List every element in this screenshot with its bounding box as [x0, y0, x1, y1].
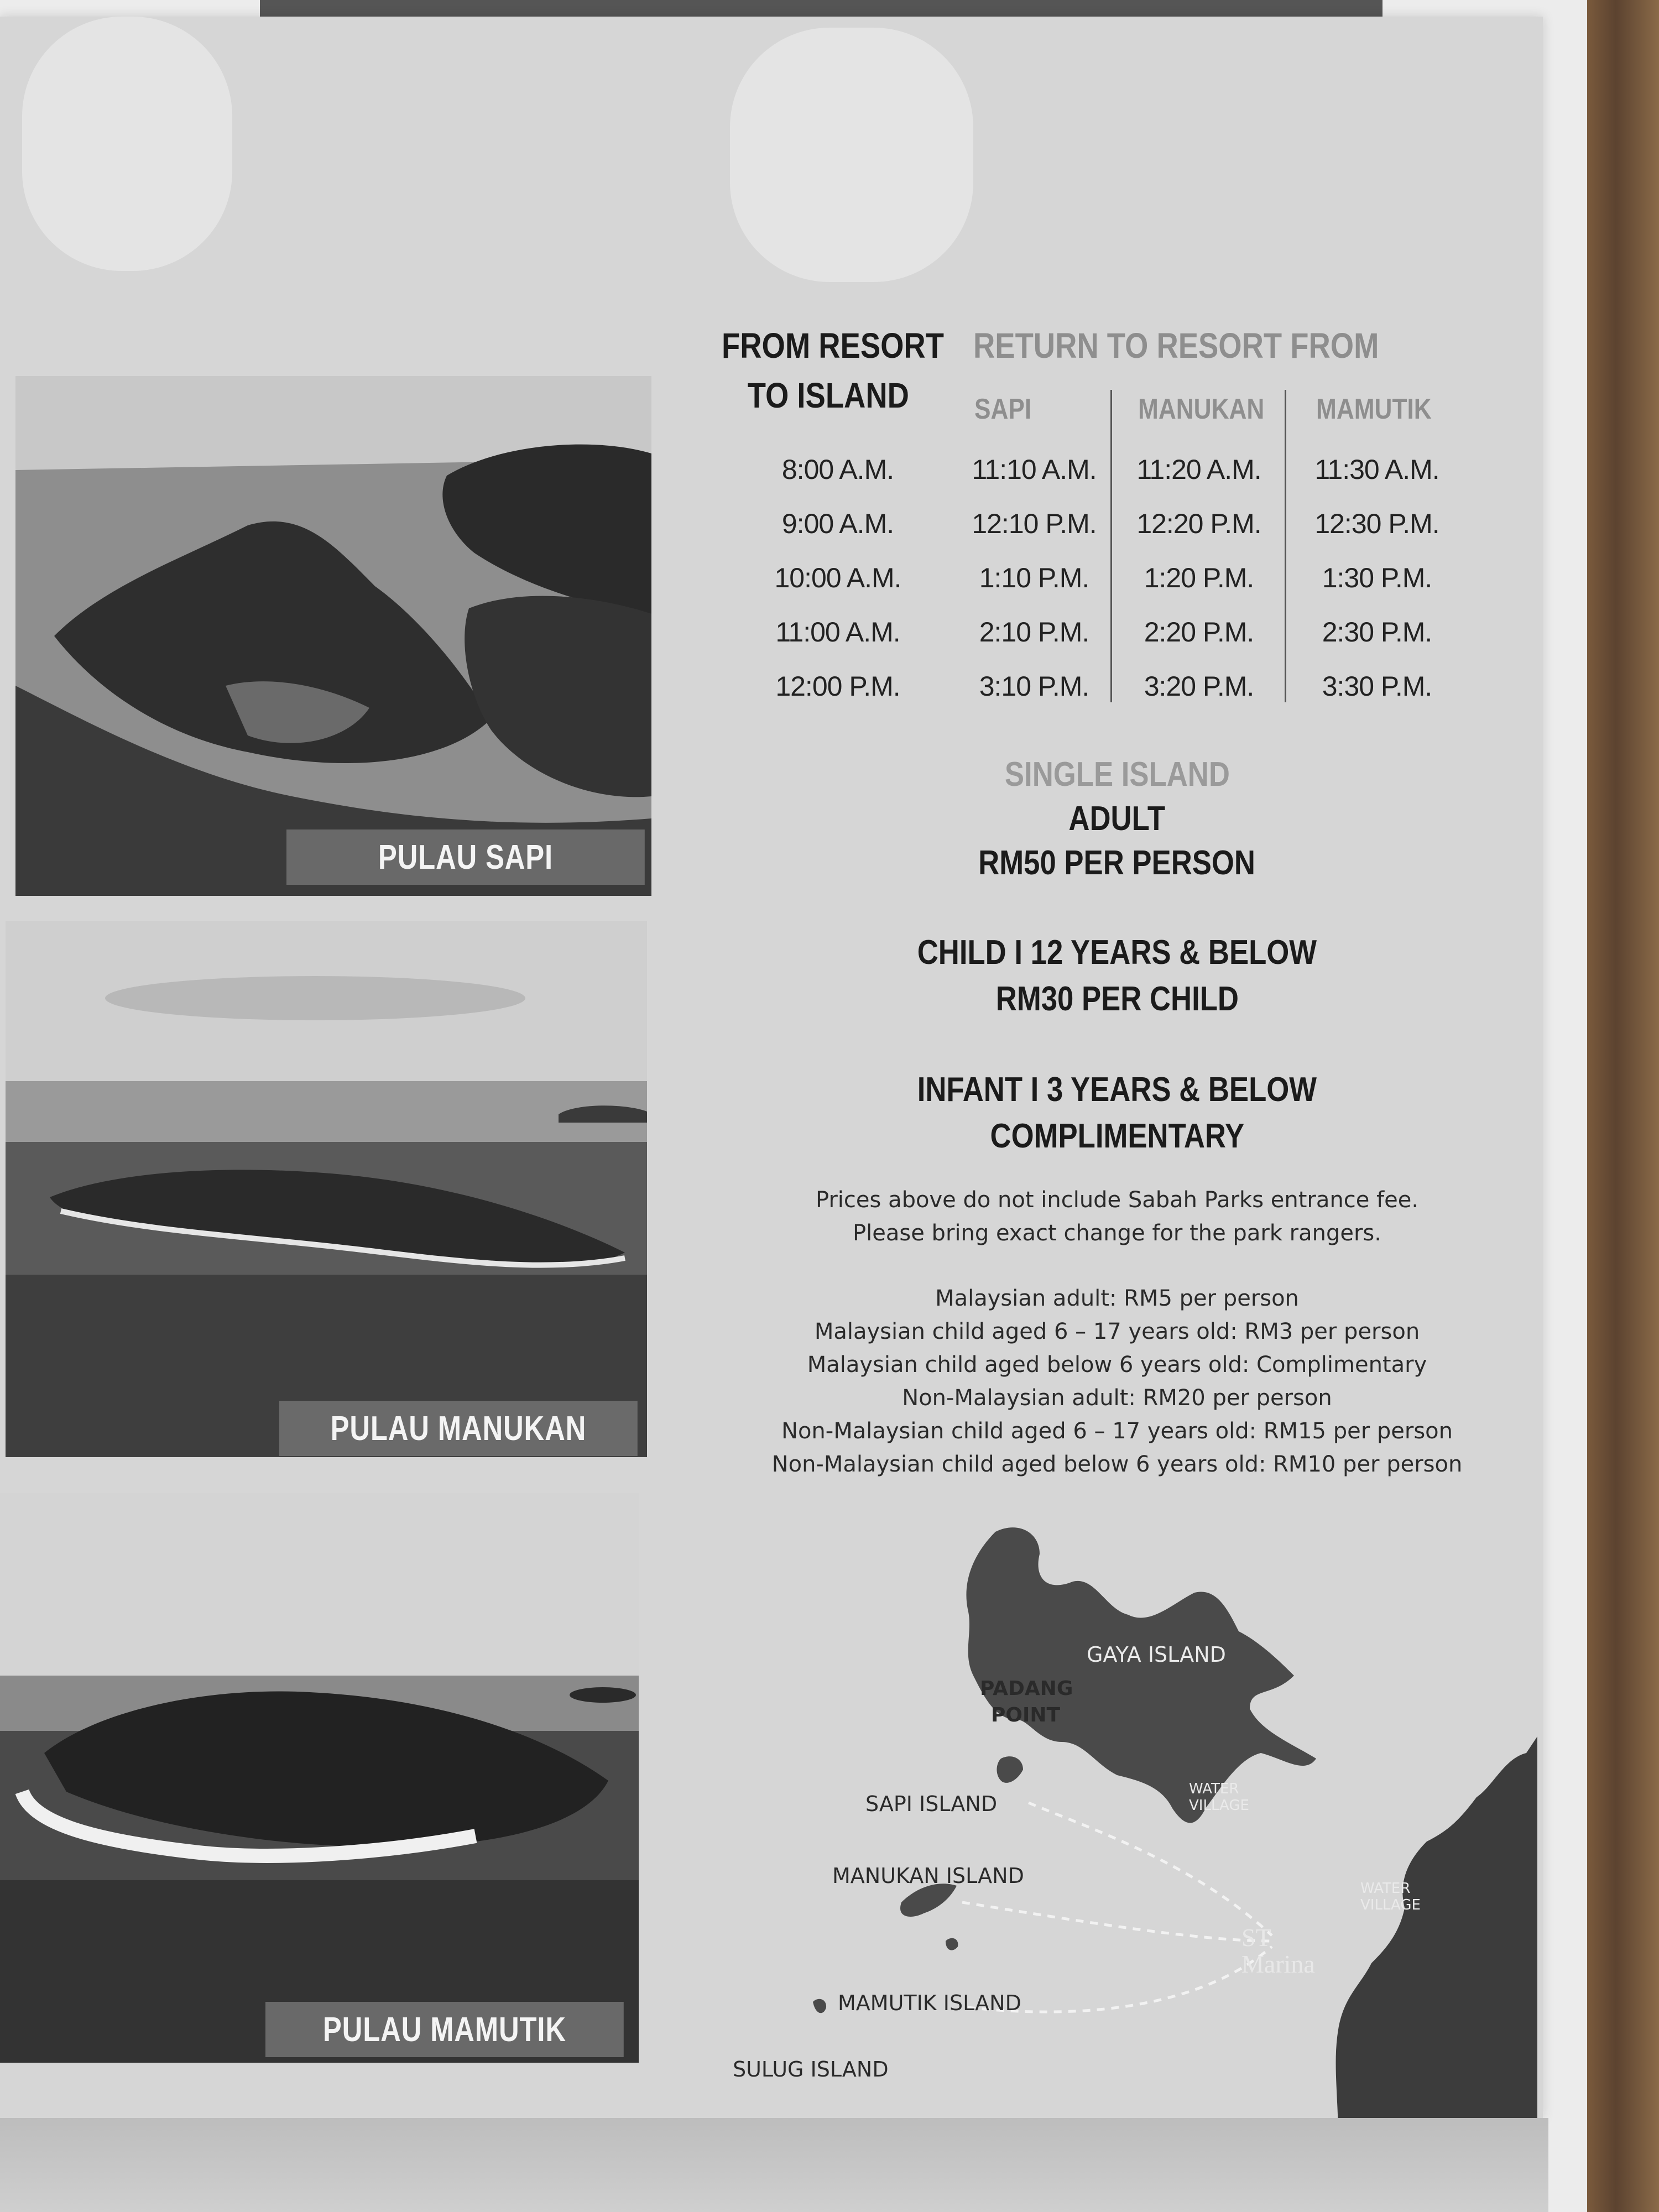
time-cell: 1:10 P.M.	[979, 562, 1089, 593]
infant-price	[747, 1114, 1488, 1159]
label-padang-line1: PADANG	[980, 1677, 1073, 1700]
label-gaya-island: GAYA ISLAND	[1087, 1642, 1226, 1667]
label-water-village-gaya	[1189, 1781, 1249, 1814]
table-surface	[1587, 0, 1659, 2212]
return-header: RETURN TO RESORT FROM	[973, 326, 1379, 366]
route-line	[1029, 1803, 1272, 1936]
fee-line: Non-Malaysian child aged 6 – 17 years old: RM15 per person	[781, 1418, 1453, 1444]
adult-price	[747, 841, 1488, 886]
depart-times	[758, 442, 918, 713]
manukan-times	[1119, 442, 1279, 713]
infant-price-text: COMPLIMENTARY	[990, 1117, 1244, 1155]
fee-line: Non-Malaysian adult: RM20 per person	[902, 1385, 1332, 1411]
time-cell: 3:30 P.M.	[1322, 671, 1432, 702]
adult-price-text: RM50 PER PERSON	[978, 844, 1256, 882]
photo-pulau-manukan	[6, 921, 647, 1457]
fee-line: Malaysian adult: RM5 per person	[935, 1286, 1299, 1311]
single-island-text: SINGLE ISLAND	[1004, 755, 1230, 794]
label-padang-point	[980, 1676, 1073, 1729]
time-cell: 9:00 A.M.	[781, 508, 894, 539]
adult-label	[747, 796, 1488, 842]
label-marina-line2: Marina	[1241, 1950, 1315, 1978]
photo-pulau-mamutik	[0, 1493, 639, 2063]
col-head-mamutik: MAMUTIK	[1316, 393, 1432, 425]
mamutik-times	[1297, 442, 1457, 713]
disclaimer-line: Please bring exact change for the park rangers.	[853, 1220, 1381, 1246]
disclaimer-line: Prices above do not include Sabah Parks entrance fee.	[815, 1187, 1419, 1213]
time-cell: 2:20 P.M.	[1144, 617, 1254, 648]
map-graphic	[708, 1499, 1537, 2140]
time-cell: 12:00 P.M.	[775, 671, 900, 702]
previous-page-strip	[260, 0, 1383, 19]
time-cell: 2:30 P.M.	[1322, 617, 1432, 648]
label-padang-line2: POINT	[991, 1704, 1061, 1726]
child-label	[747, 930, 1488, 975]
sapi-times	[954, 442, 1114, 713]
child-price-text: RM30 PER CHILD	[995, 980, 1239, 1018]
time-cell: 3:20 P.M.	[1144, 671, 1254, 702]
infant-label-text: INFANT I 3 YEARS & BELOW	[917, 1071, 1317, 1109]
time-cell: 10:00 A.M.	[774, 562, 901, 593]
time-cell: 11:30 A.M.	[1314, 454, 1439, 485]
label-sulug-island: SULUG ISLAND	[733, 2057, 889, 2081]
adult-label-text: ADULT	[1068, 800, 1166, 838]
col-head-sapi: SAPI	[974, 393, 1032, 425]
label-water-village-line2: VILLAGE	[1189, 1797, 1249, 1814]
label-water-village-line1: WATER	[1189, 1781, 1239, 1797]
time-cell: 12:10 P.M.	[972, 508, 1097, 539]
child-label-text: CHILD I 12 YEARS & BELOW	[917, 933, 1317, 972]
infant-label	[747, 1067, 1488, 1113]
mamutik-island-shape	[946, 1938, 958, 1950]
photo-pulau-sapi	[15, 376, 651, 896]
label-water-village-line1: WATER	[1360, 1880, 1411, 1897]
brochure-page	[0, 17, 1543, 2118]
label-water-village-mainland	[1360, 1880, 1421, 1913]
col-head-manukan: MANUKAN	[1138, 393, 1265, 425]
label-marina	[1241, 1924, 1315, 1978]
park-fees-list	[719, 1282, 1515, 1481]
time-cell: 1:30 P.M.	[1322, 562, 1432, 593]
label-marina-line1: ST	[1241, 1923, 1271, 1952]
time-cell: 11:20 A.M.	[1136, 454, 1261, 485]
manukan-island-shape	[900, 1884, 957, 1917]
fee-line: Malaysian child aged 6 – 17 years old: RM3 per person	[814, 1319, 1420, 1344]
column-divider	[1285, 390, 1286, 702]
time-cell: 3:10 P.M.	[979, 671, 1089, 702]
entrance-fee-disclaimer	[719, 1183, 1515, 1250]
from-header-line1: FROM RESORT	[722, 326, 944, 366]
time-cell: 12:30 P.M.	[1314, 508, 1439, 539]
photo-label: PULAU SAPI	[286, 830, 645, 885]
photo-label: PULAU MAMUTIK	[265, 2002, 624, 2057]
sapi-island-shape	[997, 1756, 1024, 1783]
page-edge-shadow	[0, 2118, 1548, 2212]
from-resort-header	[722, 321, 944, 420]
label-water-village-line2: VILLAGE	[1360, 1897, 1421, 1913]
child-price	[747, 977, 1488, 1022]
photo-label: PULAU MANUKAN	[279, 1401, 638, 1456]
island-route-map	[708, 1499, 1537, 2140]
single-island-title	[747, 752, 1488, 797]
label-manukan-island: MANUKAN ISLAND	[832, 1864, 1024, 1888]
sulug-island-shape	[813, 1999, 826, 2013]
label-mamutik-island: MAMUTIK ISLAND	[838, 1991, 1021, 2015]
mainland-shape	[1336, 1736, 1537, 2140]
route-line	[962, 1902, 1272, 1941]
time-cell: 8:00 A.M.	[781, 454, 894, 485]
watermark-bubble	[22, 17, 232, 271]
time-cell: 12:20 P.M.	[1136, 508, 1261, 539]
fee-line: Malaysian child aged below 6 years old: Complimentary	[807, 1352, 1427, 1378]
label-sapi-island: SAPI ISLAND	[865, 1792, 998, 1816]
watermark-bubble	[730, 28, 973, 282]
time-cell: 1:20 P.M.	[1144, 562, 1254, 593]
time-cell: 2:10 P.M.	[979, 617, 1089, 648]
fee-line: Non-Malaysian child aged below 6 years old: RM10 per person	[771, 1452, 1463, 1477]
time-cell: 11:00 A.M.	[775, 617, 900, 648]
time-cell: 11:10 A.M.	[972, 454, 1097, 485]
from-header-line2: TO ISLAND	[747, 375, 909, 415]
